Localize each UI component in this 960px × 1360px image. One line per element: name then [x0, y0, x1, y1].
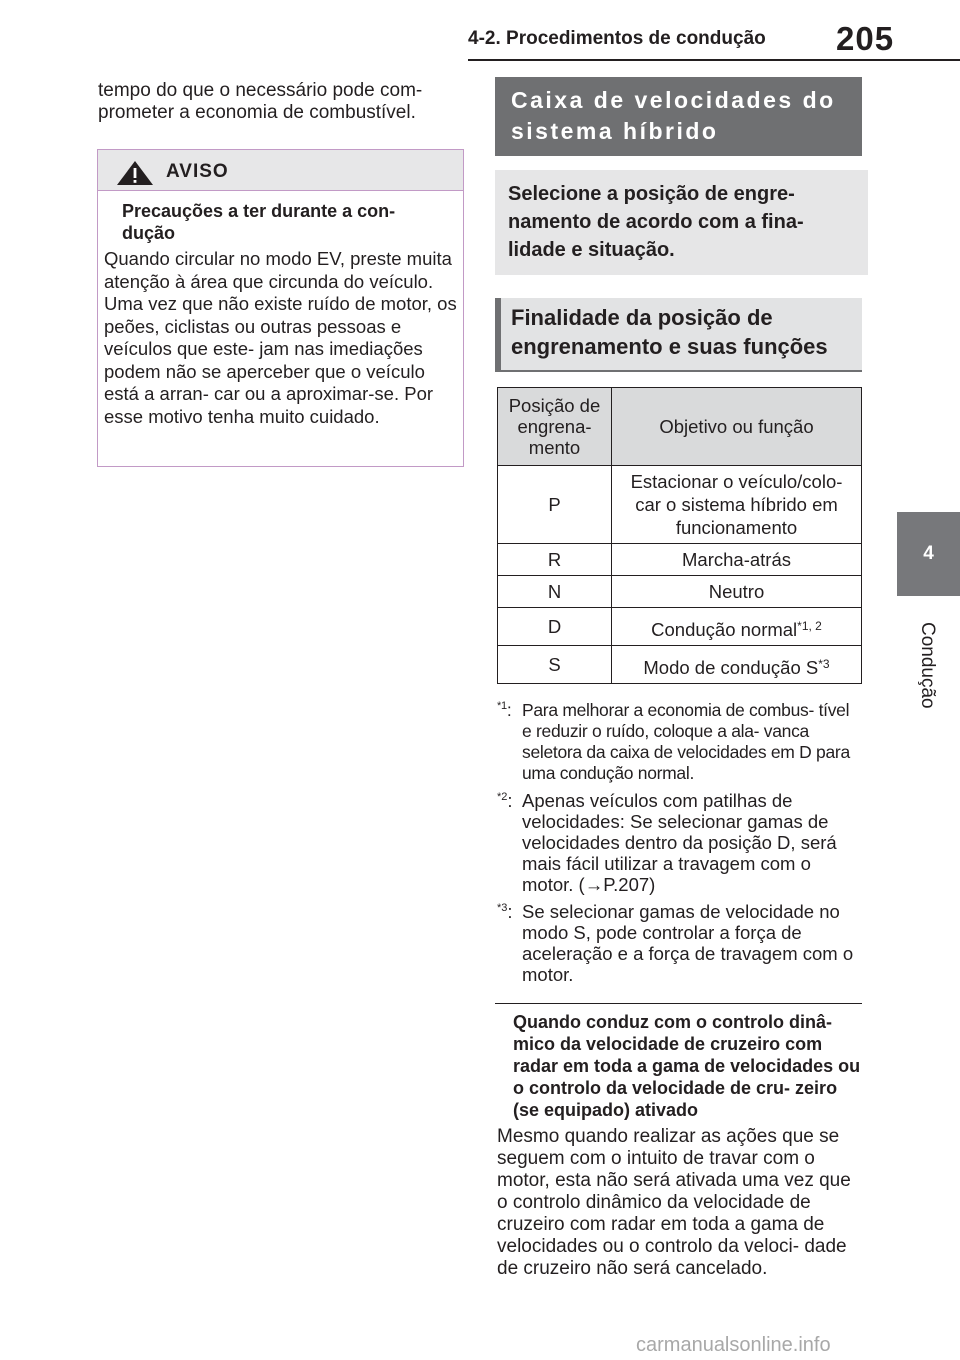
table-header-function: Objetivo ou função [612, 388, 862, 466]
footnote-text: Apenas veículos com patilhas de velocidades: Se selecionar gamas de velocidades dentro da posição D, será mais fácil utilizar a travagem com o motor. (→P.207) [522, 790, 837, 895]
table-row [498, 608, 862, 646]
footnote-mark: $^{*3}$: [497, 901, 513, 922]
header-rule [468, 59, 960, 61]
table-header-row [498, 388, 862, 466]
table-cell-function: Marcha-atrás [612, 544, 862, 576]
footnote-text: Se selecionar gamas de velocidade no modo S, pode controlar a força de aceleração e a força de travagem com o motor. [522, 901, 854, 985]
warning-box [97, 149, 464, 467]
footnote-ref: *3 [818, 657, 830, 671]
section-instruction: Selecione a posição de engre- namento de acordo com a fina- lidade e situação. [495, 170, 868, 275]
table-row [498, 576, 862, 608]
note-rule [495, 1003, 862, 1004]
footnote-1 [497, 700, 862, 784]
footnote-text: Para melhorar a economia de combus- tível e reduzir o ruído, coloque a ala- vanca seletora da caixa de velocidades em D para uma condução normal. [522, 700, 850, 783]
footnote-3 [497, 901, 862, 985]
warning-triangle-icon [116, 160, 154, 191]
function-text: Condução normal [651, 619, 798, 640]
note-heading: Quando conduz com o controlo dinâ- mico da velocidade de cruzeiro com radar em toda a gama de velocidades ou o controlo da velocidade de cru- zeiro (se equipado) ativado [513, 1012, 861, 1120]
warning-header [98, 150, 463, 191]
gear-position-table [497, 387, 862, 684]
table-cell-function [612, 608, 862, 646]
chapter-tab: 4 [897, 512, 960, 596]
table-cell-position: R [498, 544, 612, 576]
table-cell-position: P [498, 466, 612, 544]
page-number: 205 [836, 20, 895, 57]
table-row [498, 544, 862, 576]
subsection-title: Finalidade da posição de engrenamento e suas funções [495, 298, 862, 372]
section-title: Caixa de velocidades do sistema híbrido [495, 77, 862, 156]
footnote-ref: *1, 2 [797, 619, 822, 633]
watermark: carmanualsonline.info [636, 1334, 831, 1356]
table-row [498, 466, 862, 544]
table-cell-position: N [498, 576, 612, 608]
footnote-mark: $^{*1}$: [497, 700, 512, 720]
footnote-2 [497, 790, 862, 895]
table-cell-position: S [498, 646, 612, 684]
warning-subtitle: Precauções a ter durante a con- dução [122, 201, 396, 243]
chapter-label: Condução [917, 621, 938, 709]
function-text: Modo de condução S [643, 657, 819, 678]
table-cell-function [612, 646, 862, 684]
running-header-section: 4-2. Procedimentos de condução [468, 28, 766, 49]
table-cell-function: Neutro [612, 576, 862, 608]
table-cell-position: D [498, 608, 612, 646]
warning-body: Quando circular no modo EV, preste muita atenção à área que circunda do veículo. Uma vez que não existe ruído de motor, os peões, ciclistas ou outras pessoas e veículos que este- jam nas imediações podem não se aperceber que o veículo está a arran- car ou a aproximar-se. Por esse motivo tenha muito cuidado. [104, 248, 457, 427]
footnote-mark: $^{*2}$: [497, 790, 513, 811]
note-body: Mesmo quando realizar as ações que se seguem com o intuito de travar com o motor, esta não será ativada uma vez que o controlo dinâmico da velocidade de cruzeiro com radar em toda a gama de velocidades ou o controlo da veloci- dade de cruzeiro não será cancelado. [497, 1126, 851, 1279]
table-row [498, 646, 862, 684]
table-header-position: Posição de engrena- mento [498, 388, 612, 466]
intro-paragraph: tempo do que o necessário pode com- prometer a economia de combustível. [98, 80, 423, 123]
table-cell-function: Estacionar o veículo/colo- car o sistema híbrido em funcionamento [612, 466, 862, 544]
warning-title: AVISO [166, 161, 229, 182]
